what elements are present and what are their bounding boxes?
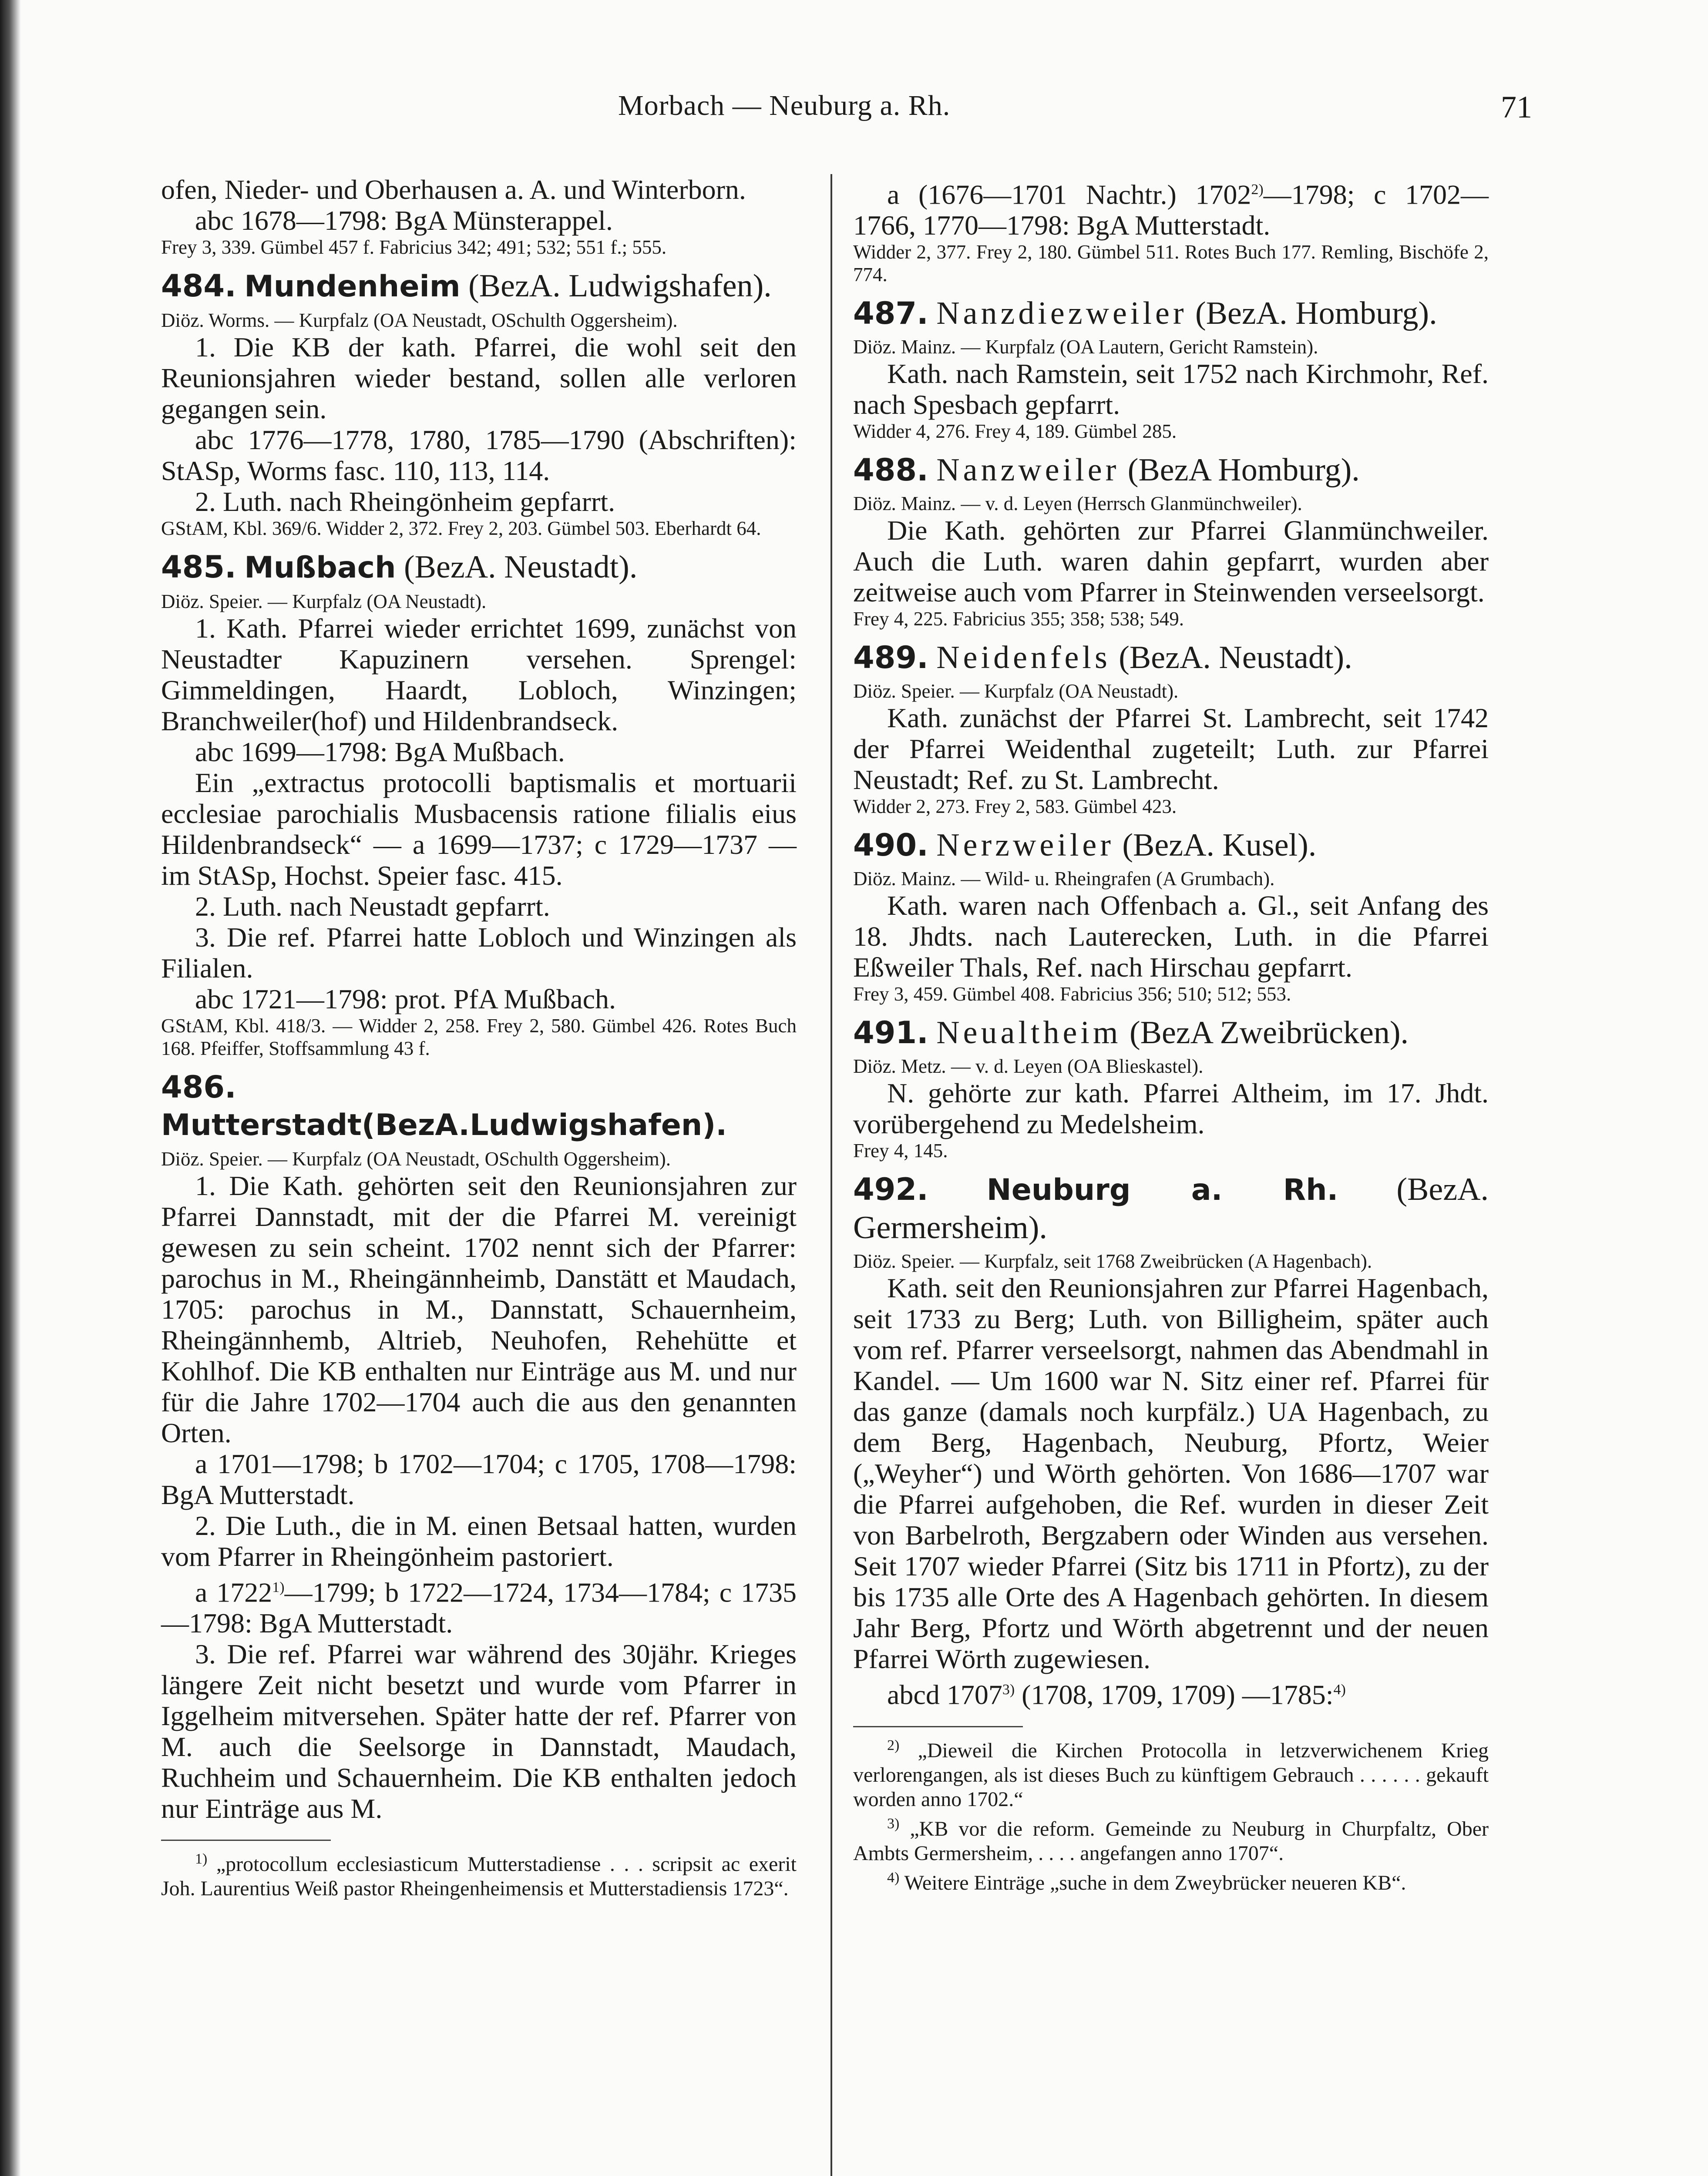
entry-meta: Diöz. Mainz. — v. d. Leyen (Herrsch Glanmünchweiler). bbox=[853, 493, 1302, 515]
entry-number: 491. bbox=[853, 1015, 928, 1051]
entry-heading bbox=[161, 548, 797, 587]
entry-name: Neualtheim bbox=[936, 1015, 1122, 1051]
entry-paragraph bbox=[161, 1572, 797, 1639]
record-range-rest: —1798; c 1702—1766, 1770—1798: BgA Mutterstadt. bbox=[853, 179, 1489, 241]
entry-heading bbox=[853, 639, 1489, 676]
entry-region: (BezA. Homburg). bbox=[1195, 296, 1437, 332]
reference-line: Frey 3, 459. Gümbel 408. Fabricius 356; 510; 512; 553. bbox=[853, 983, 1291, 1005]
entry-paragraph: 2. Luth. nach Rheingönheim gepfarrt. bbox=[195, 486, 615, 517]
entry-489 bbox=[853, 639, 1489, 818]
footnote bbox=[853, 1812, 1489, 1866]
entry-paragraph bbox=[853, 1674, 1489, 1710]
right-column bbox=[853, 174, 1489, 1895]
entry-region: (BezA. Germersheim). bbox=[853, 1172, 1489, 1246]
entry-meta: Diöz. Worms. — Kurpfalz (OA Neustadt, OSchulth Oggersheim). bbox=[161, 309, 678, 331]
reference-line: Frey 4, 145. bbox=[853, 1140, 948, 1162]
entry-number: 489. bbox=[853, 640, 928, 676]
entry-name: Mußbach bbox=[244, 551, 396, 585]
footnote-rule bbox=[853, 1726, 1023, 1727]
reference-line: Frey 3, 339. Gümbel 457 f. Fabricius 342; 491; 532; 551 f.; 555. bbox=[161, 236, 667, 258]
entry-meta: Diöz. Mainz. — Kurpfalz (OA Lautern, Gericht Ramstein). bbox=[853, 336, 1318, 358]
entry-486 bbox=[161, 1068, 797, 1824]
entry-name: Mutterstadt(BezA.Ludwigshafen). bbox=[161, 1108, 727, 1142]
entry-region: (BezA Homburg). bbox=[1127, 452, 1360, 488]
record-range-start: a 1722 bbox=[195, 1577, 272, 1608]
footnote-mark: 1) bbox=[195, 1851, 208, 1867]
entry-name: Mundenheim bbox=[244, 269, 461, 304]
entry-491 bbox=[853, 1014, 1489, 1162]
reference-line: Widder 4, 276. Frey 4, 189. Gümbel 285. bbox=[853, 420, 1177, 443]
entry-paragraph: 2. Die Luth., die in M. einen Betsaal hatten, wurden vom Pfarrer in Rheingönheim pastoriert. bbox=[161, 1510, 797, 1572]
entry-number: 492. bbox=[853, 1172, 928, 1208]
reference-line: Widder 2, 273. Frey 2, 583. Gümbel 423. bbox=[853, 796, 1177, 818]
column-divider bbox=[830, 174, 832, 2176]
record-range: abc 1678—1798: BgA Münsterappel. bbox=[195, 205, 613, 236]
left-column bbox=[161, 174, 797, 1901]
footnote-mark: 3) bbox=[887, 1815, 900, 1832]
entry-492 bbox=[853, 1171, 1489, 1710]
reference-line: GStAM, Kbl. 369/6. Widder 2, 372. Frey 2, 203. Gümbel 503. Eberhardt 64. bbox=[161, 517, 761, 539]
entry-name: Nerzweiler bbox=[936, 827, 1114, 863]
entry-heading bbox=[853, 295, 1489, 332]
entry-meta: Diöz. Speier. — Kurpfalz (OA Neustadt, OSchulth Oggersheim). bbox=[161, 1148, 671, 1170]
entry-region: (BezA. Neustadt). bbox=[404, 549, 638, 585]
footnote-ref: 2) bbox=[1251, 181, 1264, 198]
entry-paragraph: 1. Kath. Pfarrei wieder errichtet 1699, zunächst von Neustadter Kapuzinern versehen. Sprengel: Gimmeldingen, Haardt, Lobloch, Winzingen; Branchweiler(hof) und Hildenbrandseck. bbox=[161, 613, 797, 736]
entry-number: 484. bbox=[161, 268, 236, 304]
page-number: 71 bbox=[1501, 90, 1532, 124]
entry-485 bbox=[161, 548, 797, 1060]
footnote-ref: 3) bbox=[1002, 1682, 1015, 1698]
entry-region: (BezA. Ludwigshafen). bbox=[468, 268, 772, 304]
entry-paragraph: abc 1699—1798: BgA Mußbach. bbox=[195, 736, 565, 767]
footnote-ref: 1) bbox=[272, 1579, 285, 1595]
footnote bbox=[853, 1866, 1489, 1895]
entry-heading bbox=[161, 267, 797, 306]
entry-paragraph: abc 1776—1778, 1780, 1785—1790 (Abschriften): StASp, Worms fasc. 110, 113, 114. bbox=[161, 424, 797, 486]
entry-heading bbox=[161, 1068, 797, 1144]
entry-paragraph: a 1701—1798; b 1702—1704; c 1705, 1708—1798: BgA Mutterstadt. bbox=[161, 1448, 797, 1510]
reference-line: Frey 4, 225. Fabricius 355; 358; 538; 549. bbox=[853, 608, 1184, 630]
entry-meta: Diöz. Speier. — Kurpfalz (OA Neustadt). bbox=[161, 591, 487, 612]
footnote-text: Weitere Einträge „suche in dem Zweybrücker neueren KB“. bbox=[904, 1871, 1406, 1894]
entry-heading bbox=[853, 1014, 1489, 1051]
entry-meta: Diöz. Speier. — Kurpfalz (OA Neustadt). bbox=[853, 680, 1179, 702]
entry-paragraph: 2. Luth. nach Neustadt gepfarrt. bbox=[195, 891, 550, 922]
reference-line: GStAM, Kbl. 418/3. — Widder 2, 258. Frey 2, 580. Gümbel 426. Rotes Buch 168. Pfeiffer, Stoffsammlung 43 f. bbox=[161, 1015, 797, 1059]
entry-meta: Diöz. Speier. — Kurpfalz, seit 1768 Zweibrücken (A Hagenbach). bbox=[853, 1250, 1372, 1273]
entry-paragraph: 1. Die Kath. gehörten seit den Reunionsjahren zur Pfarrei Dannstadt, mit der die Pfarrei M. vereinigt gewesen zu sein scheint. 1702 nennt sich der Pfarrer: parochus in M., Rheingännheimb, Danstätt et Maudach, 1705: parochus in M., Dannstatt, Schauernheim, Rheingännhemb, Altrieb, Neuhofen, Rehehütte et Kohlhof. Die KB enthalten nur Einträge aus M. und nur für die Jahre 1702—1704 auch die aus den genannten Orten. bbox=[161, 1170, 797, 1448]
entry-paragraph: Kath. waren nach Offenbach a. Gl., seit Anfang des 18. Jhdts. nach Lauterecken, Luth. in die Pfarrei Eßweiler Thals, Ref. nach Hirschau gepfarrt. bbox=[853, 890, 1489, 983]
entry-region: (BezA. Neustadt). bbox=[1119, 640, 1352, 676]
entry-paragraph: 1. Die KB der kath. Pfarrei, die wohl seit den Reunionsjahren wieder bestand, sollen alle verloren gegangen sein. bbox=[161, 332, 797, 424]
entry-number: 490. bbox=[853, 827, 928, 863]
page-header bbox=[165, 89, 1532, 141]
footnote bbox=[161, 1847, 797, 1901]
entry-heading bbox=[853, 1171, 1489, 1246]
record-range-start: abcd 1707 bbox=[887, 1679, 1002, 1710]
entry-490 bbox=[853, 826, 1489, 1005]
footnote-mark: 4) bbox=[887, 1869, 900, 1886]
record-range-start: a (1676—1701 Nachtr.) 1702 bbox=[887, 179, 1251, 210]
entry-paragraph: Kath. seit den Reunionsjahren zur Pfarrei Hagenbach, seit 1733 zu Berg; Luth. von Billigheim, später auch vom ref. Pfarrer verseelsorgt, nahmen das Abendmahl in Kandel. — Um 1600 war N. Sitz einer ref. Pfarrei für das ganze (damals noch kurpfälz.) UA Hagenbach, zu dem Berg, Hagenbach, Neuburg, Pfortz, Weier („Weyher“) und Wörth gehörten. Von 1686—1707 war die Pfarrei aufgehoben, die Ref. wurden in dieser Zeit von Barbelroth, Bergzabern oder Winden aus versehen. Seit 1707 wieder Pfarrei (Sitz bis 1711 in Pfortz), zu der bis 1735 alle Orte des A Hagenbach gehörten. In diesem Jahr Berg, Pfortz und Wörth abgetrennt und der neuen Pfarrei Wörth zugewiesen. bbox=[853, 1273, 1489, 1675]
entry-paragraph: Kath. nach Ramstein, seit 1752 nach Kirchmohr, Ref. nach Spesbach gepfarrt. bbox=[853, 358, 1489, 420]
entry-heading bbox=[853, 451, 1489, 489]
record-range-rest: (1708, 1709, 1709) —1785: bbox=[1015, 1679, 1334, 1710]
entry-paragraph: Die Kath. gehörten zur Pfarrei Glanmünchweiler. Auch die Luth. waren dahin gepfarrt, wurden aber zeitweise auch vom Pfarrer in Steinwenden verseelsorgt. bbox=[853, 515, 1489, 608]
entry-paragraph: N. gehörte zur kath. Pfarrei Altheim, im 17. Jhdt. vorübergehend zu Medelsheim. bbox=[853, 1078, 1489, 1140]
footnote-rule bbox=[161, 1840, 331, 1841]
entry-name: Nanzweiler bbox=[936, 452, 1120, 488]
entry-487 bbox=[853, 295, 1489, 443]
footnote-mark: 2) bbox=[887, 1737, 900, 1753]
entry-region: (BezA. Kusel). bbox=[1122, 827, 1317, 863]
continued-text: ofen, Nieder- und Oberhausen a. A. und Winterborn. bbox=[161, 174, 746, 205]
entry-paragraph: 3. Die ref. Pfarrei war während des 30jähr. Krieges längere Zeit nicht besetzt und wurde vom Pfarrer in Iggelheim mitversehen. Später hatte der ref. Pfarrer von M. auch die Seelsorge in Dannstadt, Maudach, Ruchheim und Schauernheim. Die KB enthalten jedoch nur Einträge aus M. bbox=[161, 1639, 797, 1824]
entry-meta: Diöz. Mainz. — Wild- u. Rheingrafen (A Grumbach). bbox=[853, 868, 1275, 890]
entry-488 bbox=[853, 451, 1489, 630]
entry-heading bbox=[853, 826, 1489, 864]
footnote-text: „Dieweil die Kirchen Protocolla in letzverwichenem Krieg verlorengangen, als ist dieses Buch zu künftigem Gebrauch . . . . . . gekauft worden anno 1702.“ bbox=[853, 1739, 1489, 1811]
binding-shadow bbox=[0, 0, 21, 2176]
running-head: Morbach — Neuburg a. Rh. bbox=[618, 90, 951, 121]
entry-number: 486. bbox=[161, 1069, 236, 1105]
record-range-rest: —1799; b 1722—1724, 1734—1784; c 1735—1798: BgA Mutterstadt. bbox=[161, 1577, 797, 1639]
entry-484 bbox=[161, 267, 797, 540]
entry-meta: Diöz. Metz. — v. d. Leyen (OA Blieskastel). bbox=[853, 1055, 1204, 1078]
entry-region: (BezA Zweibrücken). bbox=[1129, 1015, 1409, 1051]
entry-name: Neidenfels bbox=[936, 640, 1111, 676]
entry-number: 485. bbox=[161, 549, 236, 585]
footnote-text: „KB vor die reform. Gemeinde zu Neuburg in Churpfaltz, Ober Ambts Germersheim, . . . . angefangen anno 1707“. bbox=[853, 1817, 1489, 1865]
entry-paragraph: abc 1721—1798: prot. PfA Mußbach. bbox=[195, 984, 616, 1014]
reference-line: Widder 2, 377. Frey 2, 180. Gümbel 511. Rotes Buch 177. Remling, Bischöfe 2, 774. bbox=[853, 241, 1489, 286]
footnote bbox=[853, 1733, 1489, 1812]
entry-name: Nanzdiezweiler bbox=[936, 296, 1187, 332]
footnote-ref: 4) bbox=[1333, 1682, 1346, 1698]
entry-paragraph: Ein „extractus protocolli baptismalis et mortuarii ecclesiae parochialis Musbacensis ratione filialis eius Hildenbrandseck“ — a 1699—1737; c 1729—1737 — im StASp, Hochst. Speier fasc. 415. bbox=[161, 767, 797, 891]
entry-paragraph: Kath. zunächst der Pfarrei St. Lambrecht, seit 1742 der Pfarrei Weidenthal zugeteilt; Luth. zur Pfarrei Neustadt; Ref. zu St. Lambrecht. bbox=[853, 702, 1489, 796]
continued-text bbox=[853, 174, 1489, 241]
entry-paragraph: 3. Die ref. Pfarrei hatte Lobloch und Winzingen als Filialen. bbox=[161, 922, 797, 984]
entry-name: Neuburg a. Rh. bbox=[986, 1173, 1338, 1208]
entry-number: 488. bbox=[853, 452, 928, 488]
footnote-text: „protocollum ecclesiasticum Mutterstadiense . . . scripsit ac exerit Joh. Laurentius Weiß pastor Rheingenheimensis et Mutterstadiensis 1723“. bbox=[161, 1853, 797, 1901]
entry-number: 487. bbox=[853, 296, 928, 332]
